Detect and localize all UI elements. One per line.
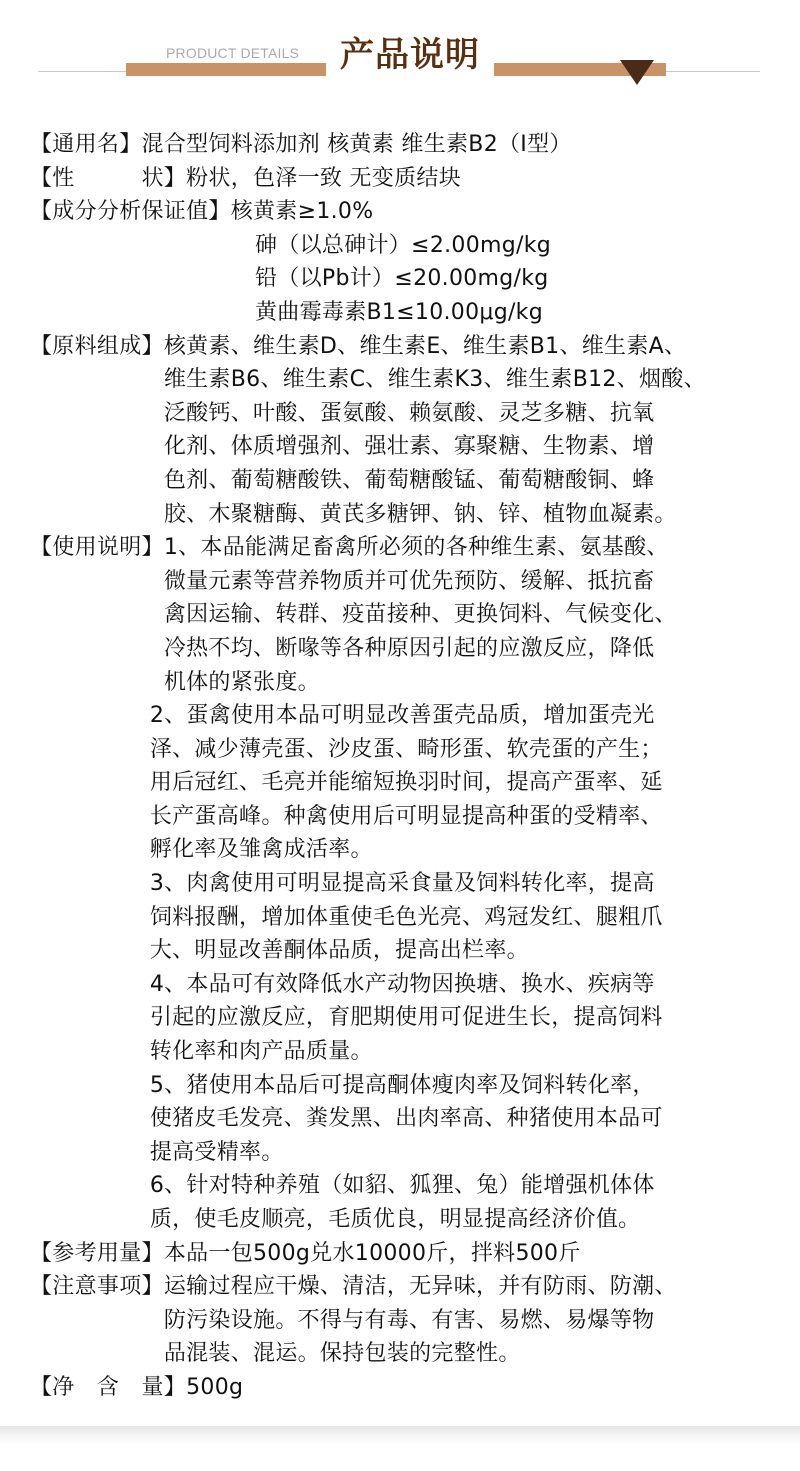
section-header xyxy=(0,0,800,110)
usage-line: 禽因运输、转群、疫苗接种、更换饲料、气候变化、 xyxy=(163,602,677,628)
usage-line: 孵化率及雏禽成活率。 xyxy=(149,837,373,863)
field-net-content xyxy=(30,1371,782,1405)
usage-line: 机体的紧张度。 xyxy=(163,669,320,695)
field-label: 【参考用量】 xyxy=(30,1240,164,1266)
usage-line: 3、肉禽使用可明显提高采食量及饲料转化率，提高 xyxy=(149,871,655,897)
footer-divider xyxy=(0,1426,800,1446)
notes-line: 运输过程应干燥、清洁，无异味，并有防雨、防潮、 xyxy=(163,1274,677,1300)
analysis-line: 核黄素≥1.0% xyxy=(230,199,374,225)
ingredients-line: 泛酸钙、叶酸、蛋氨酸、赖氨酸、灵芝多糖、抗氧 xyxy=(163,400,655,426)
header-title: 产品说明 xyxy=(326,34,494,76)
usage-line: 引起的应激反应，育肥期使用可促进生长，提高饲料 xyxy=(149,1005,663,1031)
field-value xyxy=(231,195,782,229)
field-ingredients xyxy=(30,330,782,532)
ingredients-line: 色剂、葡萄糖酸铁、葡萄糖酸锰、葡萄糖酸铜、蜂 xyxy=(163,467,655,493)
usage-line: 转化率和肉产品质量。 xyxy=(149,1039,373,1065)
usage-line: 4、本品可有效降低水产动物因换塘、换水、疾病等 xyxy=(149,971,655,997)
analysis-line: 砷（以总砷计）≤2.00mg/kg xyxy=(255,232,552,258)
usage-paragraph xyxy=(150,867,782,968)
field-dosage xyxy=(30,1237,782,1271)
usage-line: 1、本品能满足畜禽所必须的各种维生素、氨基酸、 xyxy=(163,535,669,561)
field-notes xyxy=(30,1270,782,1371)
triangle-down-icon xyxy=(620,60,654,85)
field-label: 【注意事项】 xyxy=(30,1274,164,1300)
field-value: 混合型饲料添加剂 核黄素 维生素B2（Ⅰ型） xyxy=(141,132,572,157)
usage-paragraph xyxy=(150,1069,782,1170)
field-value: 本品一包500g兑水10000斤，拌料500斤 xyxy=(163,1240,581,1266)
field-label: 【性 状】 xyxy=(30,165,187,191)
field-value: 粉状，色泽一致 无变质结块 xyxy=(186,165,462,191)
product-details xyxy=(30,128,782,1405)
field-label: 【成分分析保证值】 xyxy=(30,199,231,225)
field-analysis xyxy=(30,195,782,229)
usage-paragraph xyxy=(164,531,782,699)
ingredients-line: 核黄素、维生素D、维生素E、维生素B1、维生素A、 xyxy=(163,333,687,359)
field-label: 【原料组成】 xyxy=(30,333,164,359)
usage-paragraph xyxy=(150,699,782,867)
analysis-line: 黄曲霉毒素B1≤10.00μg/kg xyxy=(255,299,543,325)
field-value: 500g xyxy=(186,1374,244,1400)
notes-line: 防污染设施。不得与有毒、有害、易燃、易爆等物 xyxy=(163,1307,655,1333)
usage-line: 质，使毛皮顺亮，毛质优良，明显提高经济价值。 xyxy=(149,1207,641,1232)
usage-line: 长产蛋高峰。种禽使用后可明显提高种蛋的受精率、 xyxy=(149,803,663,829)
field-value xyxy=(149,531,782,1236)
notes-line: 品混装、混运。保持包装的完整性。 xyxy=(163,1341,521,1367)
field-usage xyxy=(30,531,782,1236)
usage-line: 微量元素等营养物质并可优先预防、缓解、抵抗畜 xyxy=(163,568,655,594)
ingredients-line: 化剂、体质增强剂、强壮素、寡聚糖、生物素、增 xyxy=(163,434,655,460)
field-appearance xyxy=(30,162,782,196)
header-english-title: PRODUCT DETAILS xyxy=(162,45,303,61)
usage-line: 大、明显改善酮体品质，提高出栏率。 xyxy=(149,938,529,964)
field-label: 【通用名】 xyxy=(30,132,142,157)
usage-line: 5、猪使用本品后可提高酮体瘦肉率及饲料转化率， xyxy=(149,1072,655,1098)
usage-line: 泽、减少薄壳蛋、沙皮蛋、畸形蛋、软壳蛋的产生； xyxy=(149,736,663,762)
field-generic-name xyxy=(30,128,782,162)
field-label: 【使用说明】 xyxy=(30,535,164,561)
field-value xyxy=(164,1270,782,1371)
usage-line: 6、针对特种养殖（如貂、狐狸、兔）能增强机体体 xyxy=(149,1173,655,1199)
usage-line: 提高受精率。 xyxy=(149,1139,284,1165)
usage-line: 饲料报酬，增加体重使毛色光亮、鸡冠发红、腿粗爪 xyxy=(149,904,663,930)
usage-line: 2、蛋禽使用本品可明显改善蛋壳品质，增加蛋壳光 xyxy=(149,703,655,729)
analysis-line: 铅（以Pb计）≤20.00mg/kg xyxy=(255,266,549,292)
usage-line: 用后冠红、毛亮并能缩短换羽时间，提高产蛋率、延 xyxy=(149,770,663,796)
field-label: 【净 含 量】 xyxy=(30,1374,187,1400)
ingredients-line: 胶、木聚糖酶、黄芪多糖钾、钠、锌、植物血凝素。 xyxy=(163,501,677,527)
usage-paragraph xyxy=(150,1169,782,1236)
usage-line: 冷热不均、断喙等各种原因引起的应激反应，降低 xyxy=(163,635,655,661)
ingredients-line: 维生素B6、维生素C、维生素K3、维生素B12、烟酸、 xyxy=(163,367,706,393)
usage-line: 使猪皮毛发亮、粪发黑、出肉率高、种猪使用本品可 xyxy=(149,1106,663,1132)
usage-paragraph xyxy=(150,968,782,1069)
field-value xyxy=(164,330,782,532)
